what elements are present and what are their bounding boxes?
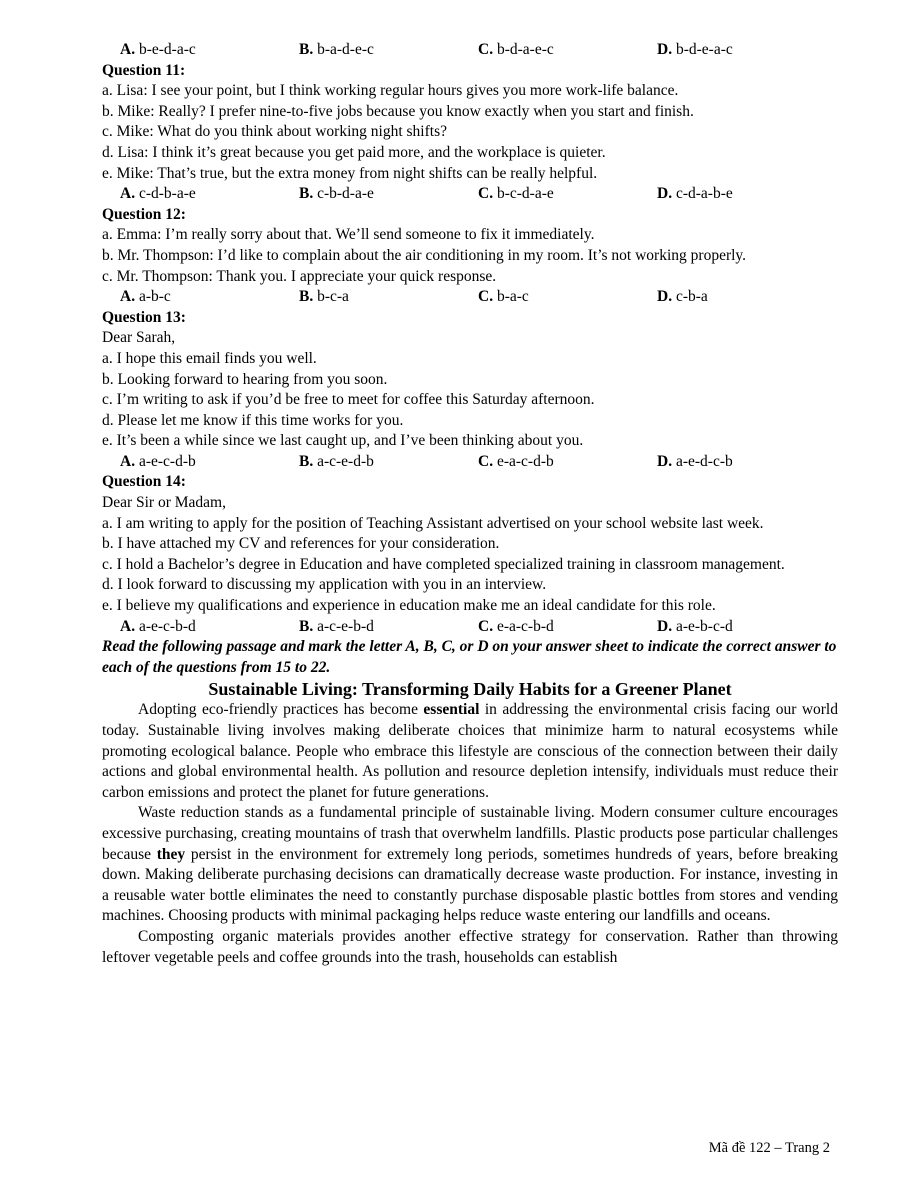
q11-options xyxy=(102,184,838,205)
letter-greeting: Dear Sarah, xyxy=(102,329,176,347)
option-b: B. a-c-e-d-b xyxy=(299,452,374,470)
q13-options xyxy=(102,452,838,473)
q10-options xyxy=(102,40,838,61)
letter-line: e. It’s been a while since we last caught up, and I’ve been thinking about you. xyxy=(102,432,584,450)
q12-options xyxy=(102,287,838,308)
dialogue-line: e. Mike: That’s true, but the extra money from night shifts can be really helpful. xyxy=(102,164,598,182)
option-c: C. b-a-c xyxy=(478,288,529,306)
option-d: D. a-e-d-c-b xyxy=(657,452,733,470)
passage-paragraph-2: Waste reduction stands as a fundamental principle of sustainable living. Modern consumer culture encourages excessive purchasing, creating mountains of trash that overwhelm landfills. Plastic products pose particular challenges because they persist in the environment for extremely long periods, sometimes hundreds of years, before breaking down. Making deliberate purchasing decisions can dramatically decrease waste production. For instance, investing in a reusable water bottle eliminates the need to constantly purchase disposable plastic bottles from stores and vending machines. Choosing products with minimal packaging helps reduce waste entering our landfills and oceans. xyxy=(102,804,838,925)
letter-line: c. I hold a Bachelor’s degree in Education and have completed specialized training in classroom management. xyxy=(102,555,785,573)
dialogue-line: a. Lisa: I see your point, but I think working regular hours gives you more work-life balance. xyxy=(102,82,679,100)
option-a: A. c-d-b-a-e xyxy=(120,185,196,203)
option-b: B. b-c-a xyxy=(299,288,349,306)
question-13-heading: Question 13: xyxy=(102,308,186,326)
reading-instruction: Read the following passage and mark the letter A, B, C, or D on your answer sheet to indicate the correct answer to each of the questions from 15 to 22. xyxy=(102,638,837,676)
option-c: C. e-a-c-b-d xyxy=(478,617,554,635)
page-footer: Mã đề 122 – Trang 2 xyxy=(708,1140,830,1156)
dialogue-line: b. Mr. Thompson: I’d like to complain about the air conditioning in my room. It’s not working properly. xyxy=(102,246,747,264)
option-d: D. c-d-a-b-e xyxy=(657,185,733,203)
option-a: A. a-e-c-b-d xyxy=(120,617,196,635)
letter-line: b. Looking forward to hearing from you soon. xyxy=(102,370,388,388)
letter-line: b. I have attached my CV and references for your consideration. xyxy=(102,535,500,553)
letter-line: a. I am writing to apply for the position of Teaching Assistant advertised on your school website last week. xyxy=(102,514,764,532)
dialogue-line: c. Mr. Thompson: Thank you. I appreciate your quick response. xyxy=(102,267,497,285)
option-b: B. a-c-e-b-d xyxy=(299,617,374,635)
highlighted-word: essential xyxy=(423,701,480,719)
question-14-heading: Question 14: xyxy=(102,473,186,491)
passage-paragraph-1: Adopting eco-friendly practices has become essential in addressing the environmental crisis facing our world today. Sustainable living involves making deliberate choices that minimize harm to natural ecosystems while promoting ecological balance. People who embrace this lifestyle are conscious of the connection between their daily actions and global environmental health. As pollution and resource depletion intensify, individuals must reduce their carbon emissions and protect the planet for future generations. xyxy=(102,701,838,801)
exam-page xyxy=(102,40,838,968)
option-d: D. a-e-b-c-d xyxy=(657,617,733,635)
letter-line: d. Please let me know if this time works for you. xyxy=(102,411,404,429)
letter-greeting: Dear Sir or Madam, xyxy=(102,494,226,512)
question-11-heading: Question 11: xyxy=(102,61,186,79)
dialogue-line: b. Mike: Really? I prefer nine-to-five jobs because you know exactly when you start and finish. xyxy=(102,102,694,120)
q14-options xyxy=(102,617,838,638)
option-c: C. e-a-c-d-b xyxy=(478,452,554,470)
option-d: D. b-d-e-a-c xyxy=(657,41,733,58)
option-a: A. a-b-c xyxy=(120,288,171,306)
option-c: C. b-c-d-a-e xyxy=(478,185,554,203)
option-d: D. c-b-a xyxy=(657,288,708,306)
dialogue-line: a. Emma: I’m really sorry about that. We’ll send someone to fix it immediately. xyxy=(102,226,595,244)
option-a: A. a-e-c-d-b xyxy=(120,452,196,470)
passage-paragraph-3: Composting organic materials provides another effective strategy for conservation. Rather than throwing leftover vegetable peels and coffee grounds into the trash, households can establish xyxy=(102,927,838,966)
option-b: B. c-b-d-a-e xyxy=(299,185,374,203)
option-a: A. b-e-d-a-c xyxy=(120,41,196,58)
letter-line: c. I’m writing to ask if you’d be free to meet for coffee this Saturday afternoon. xyxy=(102,391,595,409)
dialogue-line: d. Lisa: I think it’s great because you get paid more, and the workplace is quieter. xyxy=(102,143,606,161)
option-b: B. b-a-d-e-c xyxy=(299,41,374,58)
highlighted-word: they xyxy=(156,845,186,863)
letter-line: e. I believe my qualifications and experience in education make me an ideal candidate for this role. xyxy=(102,597,716,615)
question-12-heading: Question 12: xyxy=(102,205,186,223)
letter-line: d. I look forward to discussing my application with you in an interview. xyxy=(102,576,547,594)
dialogue-line: c. Mike: What do you think about working night shifts? xyxy=(102,123,447,141)
option-c: C. b-d-a-e-c xyxy=(478,41,554,58)
letter-line: a. I hope this email finds you well. xyxy=(102,349,317,367)
passage-title: Sustainable Living: Transforming Daily Habits for a Greener Planet xyxy=(208,679,732,700)
